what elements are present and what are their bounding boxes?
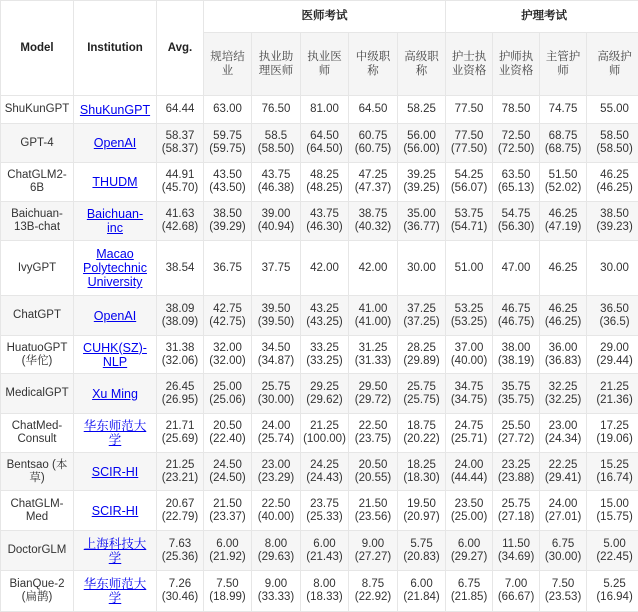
score-residency-completion: 24.50 (24.50) — [204, 453, 252, 491]
model-name: ShuKunGPT — [1, 96, 74, 124]
score-nurse-license: 51.00 — [446, 241, 493, 296]
institution-cell[interactable] — [74, 296, 157, 336]
score-residency-completion: 38.50 (39.29) — [204, 202, 252, 241]
header-col-senior-nurse: 高级护 师 — [587, 33, 638, 96]
score-senior-title: 30.00 — [398, 241, 446, 296]
score-licensed-physician: 48.25 (48.25) — [301, 163, 349, 202]
table-row — [1, 336, 638, 374]
header-col-licensed-physician: 执业医 师 — [301, 33, 349, 96]
avg-score: 58.37 (58.37) — [157, 124, 204, 163]
score-nurse-license: 54.25 (56.07) — [446, 163, 493, 202]
table-row — [1, 124, 638, 163]
score-senior-title: 18.75 (20.22) — [398, 414, 446, 453]
header-group-physician-exam: 医师考试 — [204, 1, 446, 33]
score-nurse-practitioner-license: 11.50 (34.69) — [493, 531, 540, 571]
header-avg: Avg. — [157, 1, 204, 96]
institution-cell[interactable] — [74, 241, 157, 296]
table-row — [1, 374, 638, 414]
table-row — [1, 571, 638, 612]
score-senior-nurse: 38.50 (39.23) — [587, 202, 638, 241]
header-col-nurse-practitioner-license: 护师执 业资格 — [493, 33, 540, 96]
score-licensed-physician: 43.25 (43.25) — [301, 296, 349, 336]
header-col-intermediate-title: 中级职 称 — [349, 33, 398, 96]
avg-score: 31.38 (32.06) — [157, 336, 204, 374]
score-senior-title: 58.25 — [398, 96, 446, 124]
avg-score: 21.71 (25.69) — [157, 414, 204, 453]
institution-cell[interactable] — [74, 571, 157, 612]
score-nurse-practitioner-license: 54.75 (56.30) — [493, 202, 540, 241]
score-senior-nurse: 21.25 (21.36) — [587, 374, 638, 414]
table-row — [1, 453, 638, 491]
institution-link[interactable]: CUHK(SZ)- NLP — [76, 341, 154, 369]
score-charge-nurse: 24.00 (27.01) — [540, 491, 587, 531]
table-row — [1, 96, 638, 124]
score-nurse-license: 24.75 (25.71) — [446, 414, 493, 453]
score-nurse-practitioner-license: 72.50 (72.50) — [493, 124, 540, 163]
score-senior-nurse: 17.25 (19.06) — [587, 414, 638, 453]
score-senior-title: 39.25 (39.25) — [398, 163, 446, 202]
score-nurse-practitioner-license: 78.50 — [493, 96, 540, 124]
score-assistant-physician: 8.00 (29.63) — [252, 531, 301, 571]
institution-cell[interactable] — [74, 336, 157, 374]
model-name: ChatGPT — [1, 296, 74, 336]
model-name: ChatMed- Consult — [1, 414, 74, 453]
table-row — [1, 241, 638, 296]
score-intermediate-title: 8.75 (22.92) — [349, 571, 398, 612]
score-senior-title: 28.25 (29.89) — [398, 336, 446, 374]
score-assistant-physician: 58.5 (58.50) — [252, 124, 301, 163]
institution-cell[interactable] — [74, 374, 157, 414]
score-senior-nurse: 30.00 — [587, 241, 638, 296]
model-name: Baichuan- 13B-chat — [1, 202, 74, 241]
score-residency-completion: 21.50 (23.37) — [204, 491, 252, 531]
score-nurse-license: 77.50 — [446, 96, 493, 124]
score-residency-completion: 43.50 (43.50) — [204, 163, 252, 202]
score-senior-title: 6.00 (21.84) — [398, 571, 446, 612]
score-intermediate-title: 38.75 (40.32) — [349, 202, 398, 241]
score-assistant-physician: 39.50 (39.50) — [252, 296, 301, 336]
score-intermediate-title: 21.50 (23.56) — [349, 491, 398, 531]
table-row — [1, 491, 638, 531]
score-residency-completion: 42.75 (42.75) — [204, 296, 252, 336]
score-nurse-license: 34.75 (34.75) — [446, 374, 493, 414]
score-senior-title: 19.50 (20.97) — [398, 491, 446, 531]
table-row — [1, 296, 638, 336]
score-licensed-physician: 64.50 (64.50) — [301, 124, 349, 163]
score-nurse-license: 24.00 (44.44) — [446, 453, 493, 491]
score-senior-nurse: 15.25 (16.74) — [587, 453, 638, 491]
score-senior-nurse: 46.25 (46.25) — [587, 163, 638, 202]
score-senior-title: 18.25 (18.30) — [398, 453, 446, 491]
score-senior-nurse: 58.50 (58.50) — [587, 124, 638, 163]
table-row — [1, 531, 638, 571]
header-col-residency-completion: 规培结 业 — [204, 33, 252, 96]
institution-cell[interactable] — [74, 202, 157, 241]
institution-link[interactable]: Xu Ming — [76, 387, 154, 401]
score-senior-nurse: 5.00 (22.45) — [587, 531, 638, 571]
institution-cell[interactable] — [74, 453, 157, 491]
score-intermediate-title: 22.50 (23.75) — [349, 414, 398, 453]
avg-score: 26.45 (26.95) — [157, 374, 204, 414]
score-charge-nurse: 32.25 (32.25) — [540, 374, 587, 414]
header-group-nursing-exam: 护理考试 — [446, 1, 638, 33]
score-licensed-physician: 24.25 (24.43) — [301, 453, 349, 491]
score-assistant-physician: 9.00 (33.33) — [252, 571, 301, 612]
model-name: BianQue-2 (扁鹊) — [1, 571, 74, 612]
institution-link[interactable]: 华东师范大 学 — [76, 577, 154, 605]
model-name: GPT-4 — [1, 124, 74, 163]
score-nurse-practitioner-license: 38.00 (38.19) — [493, 336, 540, 374]
score-intermediate-title: 29.50 (29.72) — [349, 374, 398, 414]
model-name: Bentsao (本 草) — [1, 453, 74, 491]
institution-cell[interactable] — [74, 414, 157, 453]
score-licensed-physician: 21.25 (100.00) — [301, 414, 349, 453]
score-charge-nurse: 46.25 — [540, 241, 587, 296]
score-senior-title: 5.75 (20.83) — [398, 531, 446, 571]
score-intermediate-title: 20.50 (20.55) — [349, 453, 398, 491]
score-nurse-practitioner-license: 47.00 — [493, 241, 540, 296]
score-nurse-practitioner-license: 7.00 (66.67) — [493, 571, 540, 612]
score-licensed-physician: 33.25 (33.25) — [301, 336, 349, 374]
avg-score: 7.26 (30.46) — [157, 571, 204, 612]
score-charge-nurse: 51.50 (52.02) — [540, 163, 587, 202]
score-charge-nurse: 7.50 (23.53) — [540, 571, 587, 612]
score-intermediate-title: 60.75 (60.75) — [349, 124, 398, 163]
institution-link[interactable]: ShuKunGPT — [76, 103, 154, 117]
score-nurse-license: 6.75 (21.85) — [446, 571, 493, 612]
score-licensed-physician: 81.00 — [301, 96, 349, 124]
avg-score: 20.67 (22.79) — [157, 491, 204, 531]
score-charge-nurse: 22.25 (29.41) — [540, 453, 587, 491]
score-charge-nurse: 68.75 (68.75) — [540, 124, 587, 163]
header-model: Model — [1, 1, 74, 96]
score-intermediate-title: 47.25 (47.37) — [349, 163, 398, 202]
avg-score: 21.25 (23.21) — [157, 453, 204, 491]
institution-link[interactable]: SCIR-HI — [76, 465, 154, 479]
score-senior-nurse: 15.00 (15.75) — [587, 491, 638, 531]
score-intermediate-title: 31.25 (31.33) — [349, 336, 398, 374]
institution-link[interactable]: 华东师范大 学 — [76, 419, 154, 447]
score-charge-nurse: 23.00 (24.34) — [540, 414, 587, 453]
score-senior-title: 37.25 (37.25) — [398, 296, 446, 336]
table-row — [1, 163, 638, 202]
avg-score: 64.44 — [157, 96, 204, 124]
score-assistant-physician: 23.00 (23.29) — [252, 453, 301, 491]
score-charge-nurse: 46.25 (47.19) — [540, 202, 587, 241]
score-senior-title: 56.00 (56.00) — [398, 124, 446, 163]
score-charge-nurse: 46.25 (46.25) — [540, 296, 587, 336]
score-nurse-practitioner-license: 23.25 (23.88) — [493, 453, 540, 491]
table-row — [1, 414, 638, 453]
score-nurse-license: 6.00 (29.27) — [446, 531, 493, 571]
score-residency-completion: 25.00 (25.06) — [204, 374, 252, 414]
institution-link[interactable]: THUDM — [76, 175, 154, 189]
score-charge-nurse: 6.75 (30.00) — [540, 531, 587, 571]
score-residency-completion: 63.00 — [204, 96, 252, 124]
header-col-assistant-physician: 执业助 理医师 — [252, 33, 301, 96]
score-nurse-practitioner-license: 63.50 (65.13) — [493, 163, 540, 202]
score-senior-nurse: 55.00 — [587, 96, 638, 124]
score-residency-completion: 36.75 — [204, 241, 252, 296]
institution-link[interactable]: Macao Polytechnic University — [76, 247, 154, 289]
score-licensed-physician: 43.75 (46.30) — [301, 202, 349, 241]
score-assistant-physician: 39.00 (40.94) — [252, 202, 301, 241]
score-residency-completion: 7.50 (18.99) — [204, 571, 252, 612]
institution-cell[interactable] — [74, 491, 157, 531]
institution-cell[interactable] — [74, 96, 157, 124]
model-name: HuatuoGPT (华佗) — [1, 336, 74, 374]
score-intermediate-title: 41.00 (41.00) — [349, 296, 398, 336]
score-nurse-practitioner-license: 35.75 (35.75) — [493, 374, 540, 414]
avg-score: 41.63 (42.68) — [157, 202, 204, 241]
score-nurse-practitioner-license: 25.50 (27.72) — [493, 414, 540, 453]
score-residency-completion: 6.00 (21.92) — [204, 531, 252, 571]
institution-cell[interactable] — [74, 163, 157, 202]
score-assistant-physician: 37.75 — [252, 241, 301, 296]
score-nurse-practitioner-license: 46.75 (46.75) — [493, 296, 540, 336]
model-name: DoctorGLM — [1, 531, 74, 571]
score-charge-nurse: 74.75 — [540, 96, 587, 124]
score-assistant-physician: 34.50 (34.87) — [252, 336, 301, 374]
score-senior-nurse: 5.25 (16.94) — [587, 571, 638, 612]
score-nurse-license: 53.75 (54.71) — [446, 202, 493, 241]
institution-link[interactable]: SCIR-HI — [76, 504, 154, 518]
institution-link[interactable]: 上海科技大 学 — [76, 537, 154, 565]
institution-cell[interactable] — [74, 124, 157, 163]
score-licensed-physician: 42.00 — [301, 241, 349, 296]
institution-cell[interactable] — [74, 531, 157, 571]
score-nurse-license: 53.25 (53.25) — [446, 296, 493, 336]
avg-score: 44.91 (45.70) — [157, 163, 204, 202]
header-col-nurse-license: 护士执 业资格 — [446, 33, 493, 96]
header-col-senior-title: 高级职 称 — [398, 33, 446, 96]
score-intermediate-title: 9.00 (27.27) — [349, 531, 398, 571]
score-licensed-physician: 29.25 (29.62) — [301, 374, 349, 414]
score-assistant-physician: 76.50 — [252, 96, 301, 124]
score-assistant-physician: 24.00 (25.74) — [252, 414, 301, 453]
score-senior-nurse: 29.00 (29.44) — [587, 336, 638, 374]
header-col-charge-nurse: 主管护 师 — [540, 33, 587, 96]
header-institution: Institution — [74, 1, 157, 96]
score-nurse-license: 37.00 (40.00) — [446, 336, 493, 374]
table-row — [1, 202, 638, 241]
avg-score: 38.54 — [157, 241, 204, 296]
model-name: ChatGLM- Med — [1, 491, 74, 531]
score-charge-nurse: 36.00 (36.83) — [540, 336, 587, 374]
model-name: IvyGPT — [1, 241, 74, 296]
institution-link[interactable]: OpenAI — [76, 136, 154, 150]
score-nurse-license: 23.50 (25.00) — [446, 491, 493, 531]
avg-score: 7.63 (25.36) — [157, 531, 204, 571]
score-assistant-physician: 25.75 (30.00) — [252, 374, 301, 414]
institution-link[interactable]: Baichuan- inc — [76, 207, 154, 235]
score-intermediate-title: 64.50 — [349, 96, 398, 124]
score-licensed-physician: 6.00 (21.43) — [301, 531, 349, 571]
score-licensed-physician: 23.75 (25.33) — [301, 491, 349, 531]
avg-score: 38.09 (38.09) — [157, 296, 204, 336]
score-nurse-practitioner-license: 25.75 (27.18) — [493, 491, 540, 531]
score-assistant-physician: 43.75 (46.38) — [252, 163, 301, 202]
score-intermediate-title: 42.00 — [349, 241, 398, 296]
score-senior-title: 35.00 (36.77) — [398, 202, 446, 241]
score-assistant-physician: 22.50 (40.00) — [252, 491, 301, 531]
score-residency-completion: 20.50 (22.40) — [204, 414, 252, 453]
score-residency-completion: 32.00 (32.00) — [204, 336, 252, 374]
model-name: MedicalGPT — [1, 374, 74, 414]
score-residency-completion: 59.75 (59.75) — [204, 124, 252, 163]
model-name: ChatGLM2- 6B — [1, 163, 74, 202]
institution-link[interactable]: OpenAI — [76, 309, 154, 323]
score-nurse-license: 77.50 (77.50) — [446, 124, 493, 163]
score-senior-title: 25.75 (25.75) — [398, 374, 446, 414]
score-licensed-physician: 8.00 (18.33) — [301, 571, 349, 612]
score-senior-nurse: 36.50 (36.5) — [587, 296, 638, 336]
